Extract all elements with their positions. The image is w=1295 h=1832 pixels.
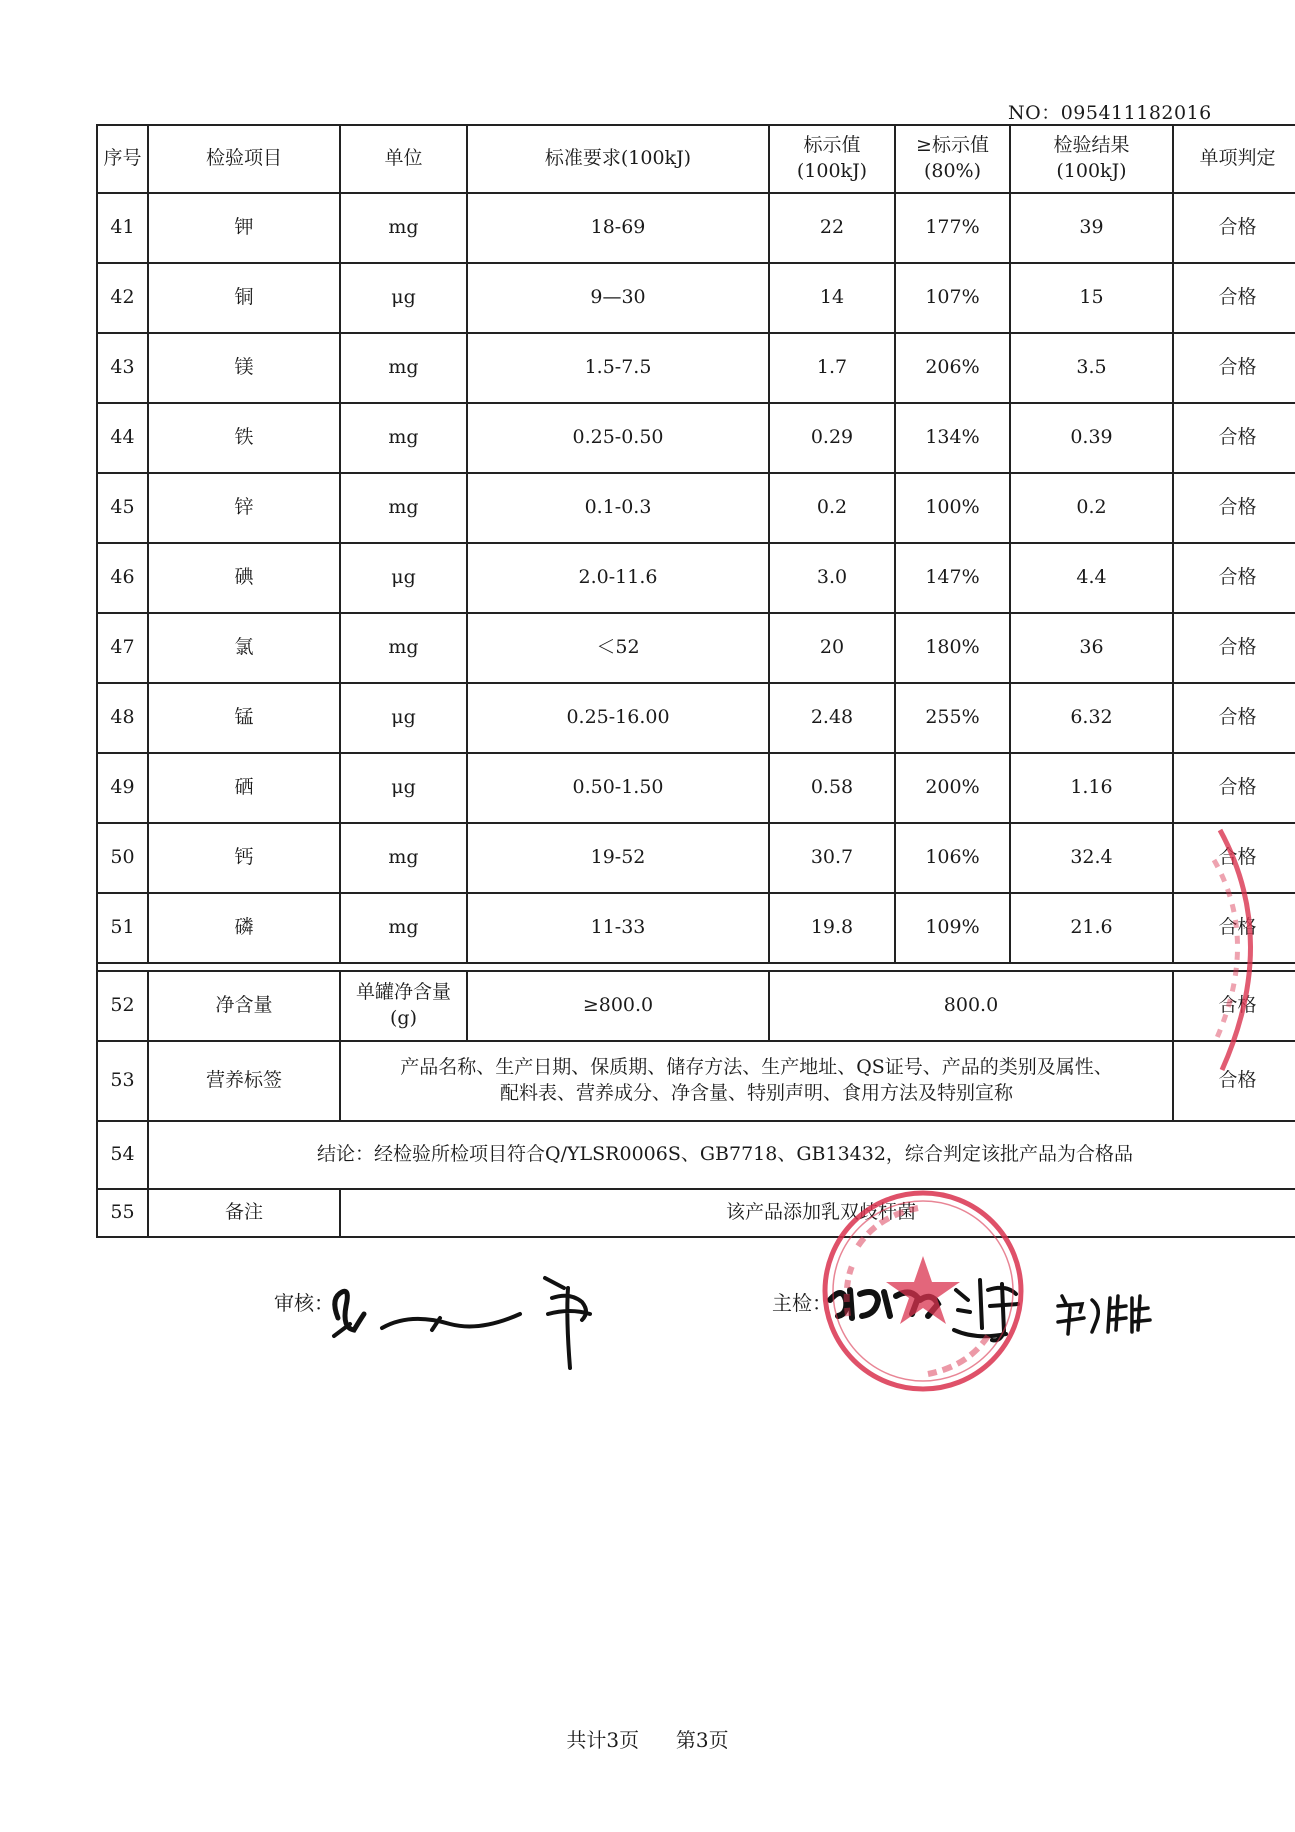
- footer-current-page: 第3页: [675, 1728, 729, 1752]
- cell-judgement: 合格: [1173, 403, 1295, 473]
- cell-seq: 52: [97, 971, 148, 1041]
- cell-label-value: 14: [769, 263, 895, 333]
- cell-ratio: 106%: [895, 823, 1010, 893]
- cell-ratio: 100%: [895, 473, 1010, 543]
- cell-seq: 44: [97, 403, 148, 473]
- header-label-value-line2: (100kJ): [796, 160, 868, 182]
- cell-seq: 54: [97, 1121, 148, 1189]
- cell-seq: 48: [97, 683, 148, 753]
- cell-label-content: [340, 1041, 1173, 1121]
- cell-unit: mg: [340, 333, 467, 403]
- cell-standard: 0.50-1.50: [467, 753, 769, 823]
- cell-label-value: 0.29: [769, 403, 895, 473]
- cell-judgement: 合格: [1173, 193, 1295, 263]
- header-ratio-line2: (80%): [923, 160, 982, 182]
- cell-label-value: 1.7: [769, 333, 895, 403]
- cell-seq: 45: [97, 473, 148, 543]
- cell-item: 钙: [148, 823, 340, 893]
- cell-result: 36: [1010, 613, 1173, 683]
- cell-judgement: 合格: [1173, 893, 1295, 963]
- reviewer-label: 审核：: [274, 1291, 334, 1315]
- cell-item: 磷: [148, 893, 340, 963]
- table-row: [97, 263, 1295, 333]
- cell-judgement: 合格: [1173, 333, 1295, 403]
- cell-standard: 18-69: [467, 193, 769, 263]
- reviewer-signature: [320, 1258, 610, 1378]
- cell-ratio: 109%: [895, 893, 1010, 963]
- table-row-net-content: [97, 971, 1295, 1041]
- cell-label-value: 2.48: [769, 683, 895, 753]
- cell-label-value: 0.2: [769, 473, 895, 543]
- cell-label-value: 3.0: [769, 543, 895, 613]
- header-label-value-line1: 标示值: [803, 134, 861, 157]
- header-label-value: [769, 125, 895, 193]
- cell-standard: 0.25-16.00: [467, 683, 769, 753]
- cell-item: 硒: [148, 753, 340, 823]
- cell-unit: μg: [340, 753, 467, 823]
- cell-result: 0.39: [1010, 403, 1173, 473]
- cell-result: 6.32: [1010, 683, 1173, 753]
- cell-unit: mg: [340, 473, 467, 543]
- cell-judgement: 合格: [1173, 971, 1295, 1041]
- cell-result: 32.4: [1010, 823, 1173, 893]
- table-row: [97, 683, 1295, 753]
- header-ratio: [895, 125, 1010, 193]
- cell-seq: 46: [97, 543, 148, 613]
- cell-unit: mg: [340, 893, 467, 963]
- cell-item: 净含量: [148, 971, 340, 1041]
- cell-label-value: 0.58: [769, 753, 895, 823]
- cell-unit: μg: [340, 263, 467, 333]
- header-unit: 单位: [340, 125, 467, 193]
- cell-judgement: 合格: [1173, 683, 1295, 753]
- label-content-line1: 产品名称、生产日期、保质期、储存方法、生产地址、QS证号、产品的类别及属性、: [400, 1056, 1113, 1079]
- cell-standard: 0.1-0.3: [467, 473, 769, 543]
- cell-unit: μg: [340, 543, 467, 613]
- table-row: [97, 543, 1295, 613]
- cell-ratio: 134%: [895, 403, 1010, 473]
- cell-judgement: 合格: [1173, 823, 1295, 893]
- cell-label-value: 19.8: [769, 893, 895, 963]
- cell-judgement: 合格: [1173, 753, 1295, 823]
- header-item: 检验项目: [148, 125, 340, 193]
- table-row: [97, 193, 1295, 263]
- cell-result: 21.6: [1010, 893, 1173, 963]
- page-footer: [0, 1724, 1295, 1753]
- cell-ratio: 200%: [895, 753, 1010, 823]
- cell-label-value: 20: [769, 613, 895, 683]
- cell-ratio: 255%: [895, 683, 1010, 753]
- cell-item: 营养标签: [148, 1041, 340, 1121]
- table-row-conclusion: [97, 1121, 1295, 1189]
- table-row-nutrition-label: [97, 1041, 1295, 1121]
- cell-judgement: 合格: [1173, 1041, 1295, 1121]
- table-row-remark: [97, 1189, 1295, 1237]
- cell-item: 备注: [148, 1189, 340, 1237]
- inspector-label: 主检：: [772, 1291, 832, 1315]
- cell-result: 15: [1010, 263, 1173, 333]
- header-result: [1010, 125, 1173, 193]
- cell-seq: 49: [97, 753, 148, 823]
- table-separator: [97, 963, 1295, 971]
- inspection-table: [96, 124, 1295, 1238]
- footer-total-pages: 共计3页: [566, 1728, 640, 1752]
- cell-result: 1.16: [1010, 753, 1173, 823]
- cell-standard: 2.0-11.6: [467, 543, 769, 613]
- cell-unit-line2: (g): [390, 1007, 417, 1029]
- cell-ratio: 177%: [895, 193, 1010, 263]
- report-number: NO：095411182016: [1008, 102, 1212, 124]
- table-header-row: [97, 125, 1295, 193]
- table-row: [97, 753, 1295, 823]
- cell-seq: 42: [97, 263, 148, 333]
- cell-seq: 41: [97, 193, 148, 263]
- cell-standard: 9—30: [467, 263, 769, 333]
- table-row: [97, 893, 1295, 963]
- edge-seal-fragment: [1180, 820, 1290, 1080]
- cell-result: 39: [1010, 193, 1173, 263]
- cell-standard: ＜52: [467, 613, 769, 683]
- cell-item: 锰: [148, 683, 340, 753]
- cell-conclusion: 结论：经检验所检项目符合Q/YLSR0006S、GB7718、GB13432，综合判定该批产品为合格品: [148, 1121, 1295, 1189]
- cell-standard: 1.5-7.5: [467, 333, 769, 403]
- cell-item: 铁: [148, 403, 340, 473]
- cell-item: 钾: [148, 193, 340, 263]
- cell-value: 800.0: [769, 971, 1173, 1041]
- header-ratio-line1: ≥标示值: [916, 134, 989, 157]
- cell-seq: 50: [97, 823, 148, 893]
- cell-remark: 该产品添加乳双歧杆菌: [340, 1189, 1295, 1237]
- cell-standard: 19-52: [467, 823, 769, 893]
- header-result-line1: 检验结果: [1053, 134, 1130, 157]
- cell-label-value: 30.7: [769, 823, 895, 893]
- cell-item: 锌: [148, 473, 340, 543]
- cell-ratio: 180%: [895, 613, 1010, 683]
- header-standard: 标准要求(100kJ): [467, 125, 769, 193]
- cell-unit: mg: [340, 193, 467, 263]
- cell-seq: 55: [97, 1189, 148, 1237]
- table-row: [97, 333, 1295, 403]
- cell-item: 碘: [148, 543, 340, 613]
- cell-judgement: 合格: [1173, 613, 1295, 683]
- cell-unit-line1: 单罐净含量: [355, 981, 451, 1004]
- cell-standard: ≥800.0: [467, 971, 769, 1041]
- cell-seq: 51: [97, 893, 148, 963]
- inspector-signature-3: [1052, 1282, 1162, 1342]
- cell-item: 铜: [148, 263, 340, 333]
- cell-ratio: 206%: [895, 333, 1010, 403]
- cell-seq: 47: [97, 613, 148, 683]
- cell-ratio: 147%: [895, 543, 1010, 613]
- header-seq: 序号: [97, 125, 148, 193]
- cell-item: 氯: [148, 613, 340, 683]
- table-row: [97, 823, 1295, 893]
- cell-standard: 11-33: [467, 893, 769, 963]
- cell-judgement: 合格: [1173, 543, 1295, 613]
- cell-result: 3.5: [1010, 333, 1173, 403]
- table-row: [97, 613, 1295, 683]
- cell-unit: [340, 971, 467, 1041]
- cell-unit: μg: [340, 683, 467, 753]
- cell-unit: mg: [340, 403, 467, 473]
- cell-seq: 53: [97, 1041, 148, 1121]
- table-row: [97, 473, 1295, 543]
- cell-ratio: 107%: [895, 263, 1010, 333]
- table-row: [97, 403, 1295, 473]
- cell-result: 4.4: [1010, 543, 1173, 613]
- cell-judgement: 合格: [1173, 473, 1295, 543]
- official-seal: [818, 1186, 1028, 1396]
- cell-item: 镁: [148, 333, 340, 403]
- cell-judgement: 合格: [1173, 263, 1295, 333]
- label-content-line2: 配料表、营养成分、净含量、特别声明、食用方法及特别宣称: [499, 1082, 1013, 1104]
- header-result-line2: (100kJ): [1056, 160, 1127, 182]
- cell-unit: mg: [340, 613, 467, 683]
- cell-standard: 0.25-0.50: [467, 403, 769, 473]
- cell-unit: mg: [340, 823, 467, 893]
- header-judgement: 单项判定: [1173, 125, 1295, 193]
- cell-seq: 43: [97, 333, 148, 403]
- cell-result: 0.2: [1010, 473, 1173, 543]
- cell-label-value: 22: [769, 193, 895, 263]
